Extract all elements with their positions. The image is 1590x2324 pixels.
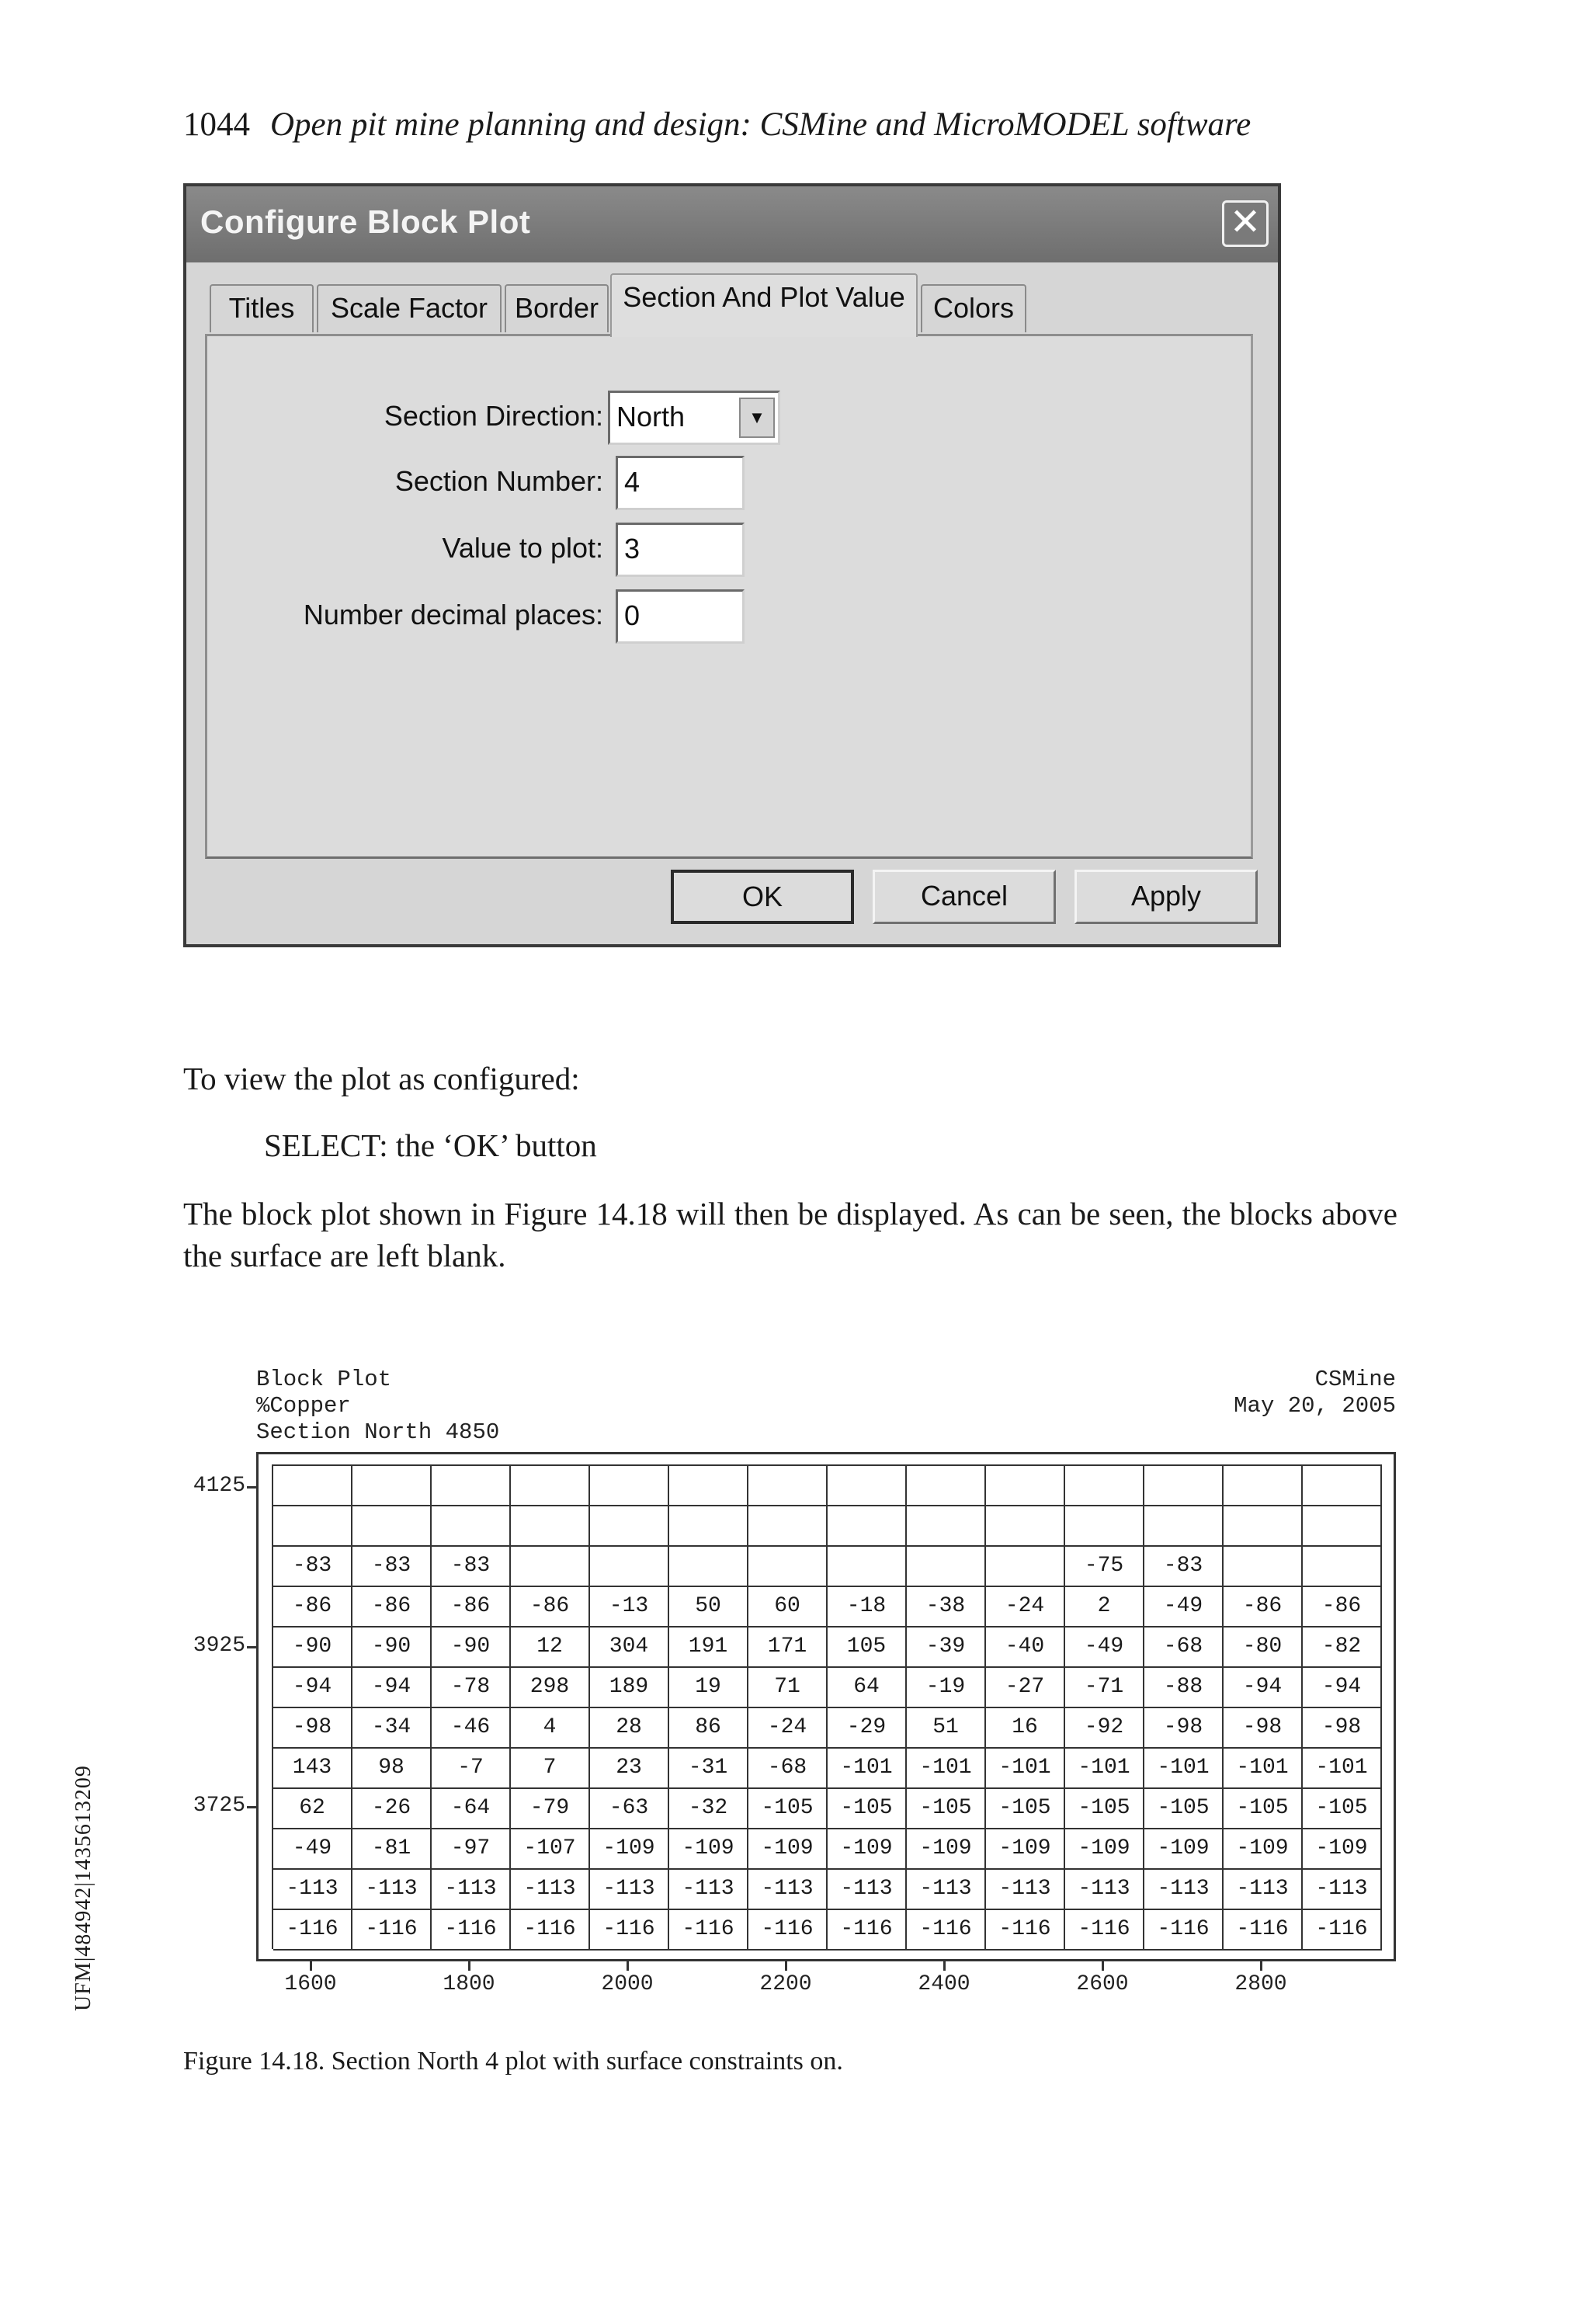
block-cell: -109 — [1144, 1829, 1224, 1870]
block-cell — [273, 1466, 352, 1506]
block-cell: 50 — [669, 1587, 748, 1627]
block-cell: -116 — [511, 1910, 590, 1951]
block-cell: -31 — [669, 1749, 748, 1789]
block-cell: 304 — [590, 1627, 669, 1668]
block-cell: 64 — [828, 1668, 907, 1708]
block-cell: -116 — [1303, 1910, 1382, 1951]
block-cell — [1065, 1506, 1144, 1547]
block-cell: -34 — [352, 1708, 432, 1749]
block-cell: -113 — [273, 1870, 352, 1910]
tab-bar — [210, 273, 1219, 335]
block-cell: 171 — [748, 1627, 828, 1668]
block-cell: -7 — [432, 1749, 511, 1789]
block-cell — [748, 1547, 828, 1587]
block-cell: -116 — [1224, 1910, 1303, 1951]
block-cell: -109 — [986, 1829, 1065, 1870]
block-cell: -109 — [907, 1829, 986, 1870]
block-cell: 19 — [669, 1668, 748, 1708]
block-cell: -98 — [1144, 1708, 1224, 1749]
configure-block-plot-dialog — [183, 183, 1281, 947]
block-cell: 105 — [828, 1627, 907, 1668]
y-axis-label-3725: 3725 — [193, 1794, 245, 1818]
block-cell: -113 — [1144, 1870, 1224, 1910]
block-cell: -18 — [828, 1587, 907, 1627]
block-cell: -116 — [986, 1910, 1065, 1951]
block-cell — [1224, 1466, 1303, 1506]
block-cell: -49 — [1144, 1587, 1224, 1627]
block-cell: -86 — [432, 1587, 511, 1627]
block-cell — [1224, 1547, 1303, 1587]
block-cell — [273, 1506, 352, 1547]
block-cell: -113 — [590, 1870, 669, 1910]
block-cell: -32 — [669, 1789, 748, 1829]
tab-colors[interactable]: Colors — [921, 284, 1026, 332]
ok-button[interactable]: OK — [671, 870, 854, 924]
block-cell: -79 — [511, 1789, 590, 1829]
block-cell: -105 — [1144, 1789, 1224, 1829]
block-cell: -83 — [273, 1547, 352, 1587]
block-cell: 23 — [590, 1749, 669, 1789]
block-cell: -105 — [1303, 1789, 1382, 1829]
block-cell: -109 — [1065, 1829, 1144, 1870]
x-axis-tick — [943, 1960, 946, 1971]
block-cell: -113 — [1065, 1870, 1144, 1910]
block-cell: -68 — [1144, 1627, 1224, 1668]
plot-section: Section North 4850 — [256, 1419, 500, 1445]
block-cell: -40 — [986, 1627, 1065, 1668]
value-to-plot-input[interactable]: 3 — [616, 523, 745, 577]
block-cell: -105 — [907, 1789, 986, 1829]
block-cell: -24 — [986, 1587, 1065, 1627]
block-cell: -83 — [352, 1547, 432, 1587]
block-cell: -19 — [907, 1668, 986, 1708]
x-axis-label-2200: 2200 — [759, 1972, 812, 1996]
block-cell — [986, 1547, 1065, 1587]
block-cell: 12 — [511, 1627, 590, 1668]
block-cell: 4 — [511, 1708, 590, 1749]
block-cell: -113 — [986, 1870, 1065, 1910]
x-axis-label-1600: 1600 — [284, 1972, 337, 1996]
block-cell: -113 — [432, 1870, 511, 1910]
block-cell — [511, 1547, 590, 1587]
block-cell: 16 — [986, 1708, 1065, 1749]
tab-scale-factor[interactable]: Scale Factor — [317, 284, 502, 332]
block-cell: -109 — [590, 1829, 669, 1870]
y-axis-label-4125: 4125 — [193, 1474, 245, 1498]
block-cell: -113 — [669, 1870, 748, 1910]
x-axis-tick — [310, 1960, 312, 1971]
block-cell — [590, 1466, 669, 1506]
block-cell: -105 — [1065, 1789, 1144, 1829]
block-cell: -113 — [1224, 1870, 1303, 1910]
block-cell: -26 — [352, 1789, 432, 1829]
paragraph-intro: To view the plot as configured: — [183, 1061, 580, 1096]
block-cell: -46 — [432, 1708, 511, 1749]
block-cell: 98 — [352, 1749, 432, 1789]
tab-panel — [205, 334, 1253, 859]
block-cell — [1065, 1466, 1144, 1506]
block-cell: -101 — [986, 1749, 1065, 1789]
block-cell: -29 — [828, 1708, 907, 1749]
block-cell: -116 — [748, 1910, 828, 1951]
block-cell: -90 — [273, 1627, 352, 1668]
block-cell — [352, 1506, 432, 1547]
block-cell: 143 — [273, 1749, 352, 1789]
block-cell: -113 — [907, 1870, 986, 1910]
block-cell: -101 — [1224, 1749, 1303, 1789]
block-cell: -105 — [1224, 1789, 1303, 1829]
block-cell: -116 — [669, 1910, 748, 1951]
block-cell: 60 — [748, 1587, 828, 1627]
block-cell: -38 — [907, 1587, 986, 1627]
dialog-title: Configure Block Plot — [200, 203, 531, 240]
block-cell: -113 — [828, 1870, 907, 1910]
block-cell — [1224, 1506, 1303, 1547]
block-cell — [907, 1547, 986, 1587]
tab-section-and-plot-value[interactable]: Section And Plot Value — [610, 273, 918, 337]
block-cell: -86 — [352, 1587, 432, 1627]
block-cell: -83 — [432, 1547, 511, 1587]
block-cell: -78 — [432, 1668, 511, 1708]
decimal-places-label: Number decimal places: — [303, 599, 603, 631]
plot-date: May 20, 2005 — [1234, 1393, 1396, 1419]
block-cell: -113 — [748, 1870, 828, 1910]
block-cell: 298 — [511, 1668, 590, 1708]
block-cell: -94 — [1303, 1668, 1382, 1708]
block-cell: -113 — [352, 1870, 432, 1910]
book-title: Open pit mine planning and design: CSMine and MicroMODEL software — [270, 106, 1252, 143]
block-cell — [907, 1506, 986, 1547]
block-cell: 2 — [1065, 1587, 1144, 1627]
paragraph-description: The block plot shown in Figure 14.18 will then be displayed. As can be seen, the blocks above the surface are left blank. — [183, 1196, 1397, 1273]
block-cell: -64 — [432, 1789, 511, 1829]
block-cell: -27 — [986, 1668, 1065, 1708]
x-axis-tick — [627, 1960, 629, 1971]
block-cell — [986, 1506, 1065, 1547]
block-cell: -71 — [1065, 1668, 1144, 1708]
paragraph-instruction: SELECT: the ‘OK’ button — [264, 1127, 597, 1163]
block-cell: -80 — [1224, 1627, 1303, 1668]
block-cell — [432, 1466, 511, 1506]
block-cell: -101 — [1065, 1749, 1144, 1789]
block-cell — [1303, 1547, 1382, 1587]
block-cell: -116 — [273, 1910, 352, 1951]
block-cell: 191 — [669, 1627, 748, 1668]
close-icon[interactable]: ✕ — [1222, 200, 1269, 247]
block-cell: -116 — [432, 1910, 511, 1951]
section-direction-label: Section Direction: — [384, 400, 603, 432]
block-cell: -39 — [907, 1627, 986, 1668]
plot-variable: %Copper — [256, 1393, 351, 1419]
block-cell: -68 — [748, 1749, 828, 1789]
block-cell: -116 — [352, 1910, 432, 1951]
block-cell: 51 — [907, 1708, 986, 1749]
section-direction-value: North — [616, 401, 686, 432]
block-cell: 189 — [590, 1668, 669, 1708]
block-cell: -86 — [511, 1587, 590, 1627]
block-cell: -86 — [273, 1587, 352, 1627]
block-cell: -109 — [1224, 1829, 1303, 1870]
block-cell — [1303, 1506, 1382, 1547]
tab-titles[interactable]: Titles — [210, 284, 314, 332]
block-cell: 62 — [273, 1789, 352, 1829]
block-cell: -49 — [273, 1829, 352, 1870]
block-cell: 71 — [748, 1668, 828, 1708]
section-direction-select[interactable] — [608, 391, 780, 445]
block-cell: -82 — [1303, 1627, 1382, 1668]
block-cell — [748, 1466, 828, 1506]
block-cell: -109 — [1303, 1829, 1382, 1870]
block-cell: -94 — [352, 1668, 432, 1708]
block-cell: -105 — [828, 1789, 907, 1829]
block-cell: -49 — [1065, 1627, 1144, 1668]
block-cell — [1144, 1506, 1224, 1547]
x-axis-label-2400: 2400 — [918, 1972, 970, 1996]
x-axis-label-2600: 2600 — [1076, 1972, 1129, 1996]
y-axis-tick — [247, 1486, 258, 1489]
block-cell: -113 — [1303, 1870, 1382, 1910]
block-cell: -86 — [1303, 1587, 1382, 1627]
block-cell — [828, 1466, 907, 1506]
block-cell: -90 — [352, 1627, 432, 1668]
block-cell: -105 — [748, 1789, 828, 1829]
x-axis-tick — [1102, 1960, 1104, 1971]
block-cell — [1303, 1466, 1382, 1506]
block-cell: -101 — [907, 1749, 986, 1789]
block-cell: -98 — [1224, 1708, 1303, 1749]
tab-border[interactable]: Border — [505, 284, 609, 332]
block-cell: -24 — [748, 1708, 828, 1749]
block-cell — [986, 1466, 1065, 1506]
dialog-titlebar[interactable] — [186, 186, 1278, 262]
block-cell: -116 — [1144, 1910, 1224, 1951]
section-number-input[interactable]: 4 — [616, 456, 745, 510]
block-cell: -109 — [748, 1829, 828, 1870]
block-cell: -116 — [907, 1910, 986, 1951]
block-cell: -92 — [1065, 1708, 1144, 1749]
block-cell: -98 — [1303, 1708, 1382, 1749]
block-cell — [1144, 1466, 1224, 1506]
x-axis-tick — [1260, 1960, 1262, 1971]
plot-header-right — [1149, 1367, 1396, 1419]
x-axis-label-2800: 2800 — [1234, 1972, 1287, 1996]
block-cell: -86 — [1224, 1587, 1303, 1627]
decimal-places-input[interactable]: 0 — [616, 589, 745, 644]
block-cell — [352, 1466, 432, 1506]
block-cell — [669, 1547, 748, 1587]
block-cell: -94 — [273, 1668, 352, 1708]
plot-header-left — [256, 1367, 499, 1446]
block-cell — [748, 1506, 828, 1547]
block-cell — [511, 1466, 590, 1506]
block-cell: -107 — [511, 1829, 590, 1870]
block-cell: 7 — [511, 1749, 590, 1789]
plot-title: Block Plot — [256, 1367, 392, 1392]
block-cell — [590, 1547, 669, 1587]
page-number: 1044 — [183, 106, 250, 143]
section-number-label: Section Number: — [394, 465, 603, 497]
block-cell: -13 — [590, 1587, 669, 1627]
block-cell: -98 — [273, 1708, 352, 1749]
block-cell: -75 — [1065, 1547, 1144, 1587]
block-cell — [669, 1466, 748, 1506]
block-cell: -97 — [432, 1829, 511, 1870]
block-cell: -90 — [432, 1627, 511, 1668]
x-axis-label-2000: 2000 — [601, 1972, 654, 1996]
block-cell: -81 — [352, 1829, 432, 1870]
block-cell — [511, 1506, 590, 1547]
block-cell: 86 — [669, 1708, 748, 1749]
block-cell: -83 — [1144, 1547, 1224, 1587]
block-cell: -116 — [828, 1910, 907, 1951]
figure-caption: Figure 14.18. Section North 4 plot with surface constraints on. — [183, 2047, 843, 2076]
block-grid — [272, 1464, 1382, 1949]
y-axis-label-3925: 3925 — [193, 1634, 245, 1658]
block-cell — [828, 1547, 907, 1587]
y-axis-tick — [247, 1646, 258, 1648]
side-identifier: UFM|484942|1435613209 — [71, 1765, 95, 2011]
block-cell: -94 — [1224, 1668, 1303, 1708]
x-axis-tick — [468, 1960, 470, 1971]
block-cell: -109 — [828, 1829, 907, 1870]
block-cell — [828, 1506, 907, 1547]
apply-button[interactable]: Apply — [1074, 870, 1258, 924]
block-cell: 28 — [590, 1708, 669, 1749]
y-axis-tick — [247, 1806, 258, 1808]
block-cell: -113 — [511, 1870, 590, 1910]
chevron-down-icon[interactable]: ▼ — [739, 398, 775, 438]
block-cell: -101 — [1303, 1749, 1382, 1789]
block-cell: -105 — [986, 1789, 1065, 1829]
block-cell — [907, 1466, 986, 1506]
value-to-plot-label: Value to plot: — [442, 532, 603, 564]
block-cell: -101 — [1144, 1749, 1224, 1789]
block-cell: -109 — [669, 1829, 748, 1870]
block-cell: -88 — [1144, 1668, 1224, 1708]
block-cell — [432, 1506, 511, 1547]
block-cell — [590, 1506, 669, 1547]
cancel-button[interactable]: Cancel — [873, 870, 1056, 924]
plot-software: CSMine — [1314, 1367, 1396, 1392]
block-cell: -101 — [828, 1749, 907, 1789]
x-axis-label-1800: 1800 — [443, 1972, 495, 1996]
block-cell — [669, 1506, 748, 1547]
block-cell: -116 — [1065, 1910, 1144, 1951]
x-axis-tick — [785, 1960, 787, 1971]
block-cell: -116 — [590, 1910, 669, 1951]
block-cell: -63 — [590, 1789, 669, 1829]
running-header — [183, 106, 1251, 144]
